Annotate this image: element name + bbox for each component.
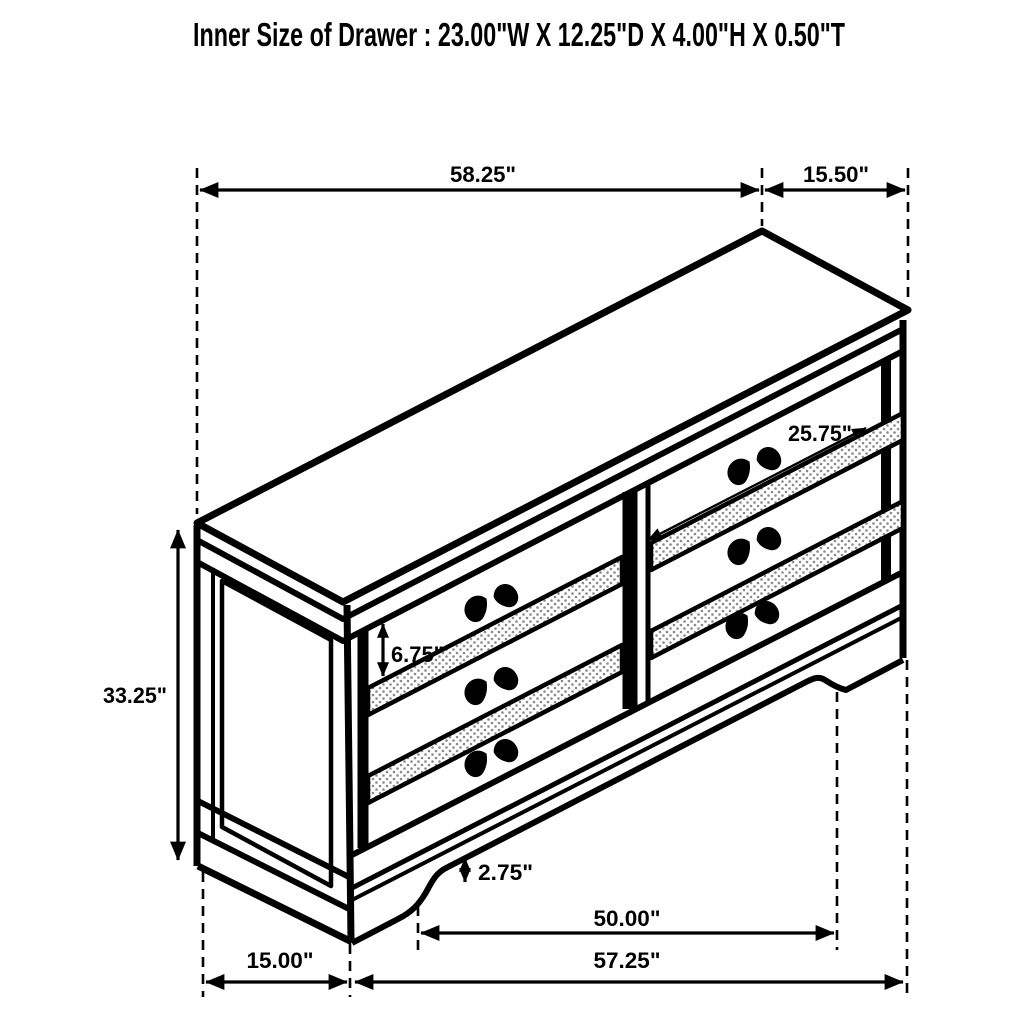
dim-label-drawer-height: 6.75": [391, 642, 444, 667]
front-left-corner-edge: [347, 605, 351, 940]
dim-label-base-height: 2.75": [478, 860, 533, 885]
dim-label-overall-height: 33.25": [103, 683, 167, 708]
dim-label-top-depth: 15.50": [803, 162, 869, 187]
diagram-title: Inner Size of Drawer : 23.00"W X 12.25"D X 4.00"H X 0.50"T: [193, 16, 845, 53]
dim-label-top-width: 58.25": [450, 162, 516, 187]
dim-label-side-depth: 15.00": [246, 948, 314, 973]
dim-label-foot-span: 50.00": [593, 906, 661, 931]
dim-label-bottom-width: 57.25": [593, 948, 661, 973]
dim-label-drawer-front-width: 25.75": [788, 421, 852, 446]
